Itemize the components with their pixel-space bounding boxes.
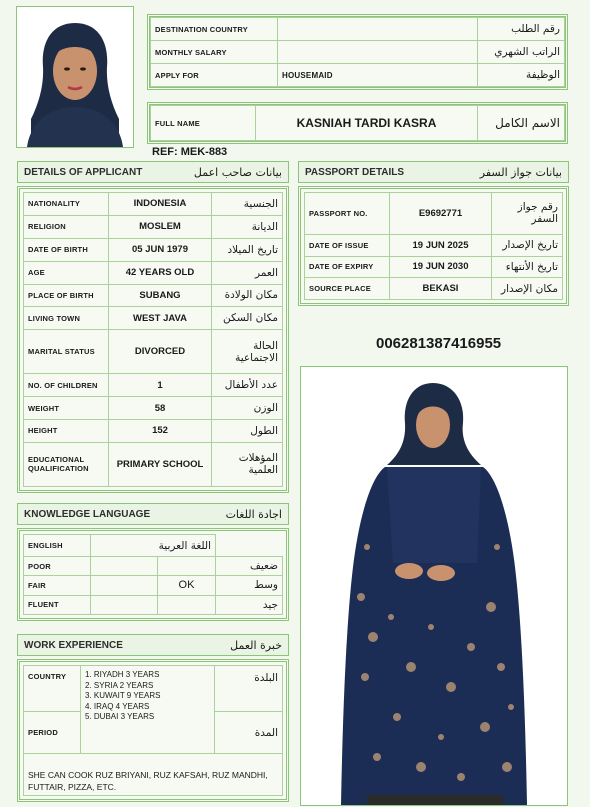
passport-details-table bbox=[298, 186, 569, 306]
applicant-row bbox=[24, 397, 283, 420]
experience-item: 2. SYRIA 2 YEARS bbox=[85, 680, 154, 690]
full-name-box bbox=[147, 102, 568, 144]
applicant-ar: مكان الولادة bbox=[212, 284, 283, 307]
fair-label: FAIR bbox=[24, 576, 91, 595]
english-label: ENGLISH bbox=[24, 535, 91, 557]
passport-label: DATE OF EXPIRY bbox=[305, 256, 390, 278]
applicant-ar: الحالة الاجتماعية bbox=[212, 330, 283, 374]
language-title-ar: اجادة اللغات bbox=[225, 507, 282, 521]
country-label: COUNTRY bbox=[24, 666, 81, 712]
applicant-value: 1 bbox=[109, 374, 212, 397]
phone-number: 006281387416955 bbox=[376, 335, 502, 352]
passport-label: SOURCE PLACE bbox=[305, 278, 390, 300]
applicant-value: MOSLEM bbox=[109, 215, 212, 238]
poor-arabic-value bbox=[158, 557, 216, 576]
experience-item: 4. IRAQ 4 YEARS bbox=[85, 701, 150, 711]
full-name-value: KASNIAH TARDI KASRA bbox=[256, 106, 478, 141]
language-title: KNOWLEDGE LANGUAGE bbox=[24, 508, 151, 520]
applicant-label: HEIGHT bbox=[24, 420, 109, 443]
poor-english-value bbox=[91, 557, 158, 576]
full-name-label: FULL NAME bbox=[151, 106, 256, 141]
experience-title: WORK EXPERIENCE bbox=[24, 639, 123, 651]
period-ar: المدة bbox=[215, 712, 283, 754]
applicant-row bbox=[24, 261, 283, 284]
passport-row bbox=[305, 234, 563, 256]
cooking-note: SHE CAN COOK RUZ BRIYANI, RUZ KAFSAH, RUZ MANDHI, FUTTAIR, PIZZA, ETC. bbox=[24, 754, 283, 796]
applicant-value: 58 bbox=[109, 397, 212, 420]
experience-title-ar: خبرة العمل bbox=[230, 638, 282, 652]
passport-label: DATE OF ISSUE bbox=[305, 234, 390, 256]
apply-for-ar: الوظيفة bbox=[478, 64, 565, 87]
poor-label: POOR bbox=[24, 557, 91, 576]
passport-ar: مكان الإصدار bbox=[492, 278, 563, 300]
application-info-box bbox=[147, 14, 568, 90]
monthly-salary-label: MONTHLY SALARY bbox=[151, 41, 278, 64]
applicant-ar: المؤهلات العلمية bbox=[212, 442, 283, 486]
applicant-row bbox=[24, 215, 283, 238]
applicant-row bbox=[24, 442, 283, 486]
fair-arabic-value: OK bbox=[158, 576, 216, 595]
fair-english-value bbox=[91, 576, 158, 595]
apply-for-label: APPLY FOR bbox=[151, 64, 278, 87]
experience-header bbox=[17, 634, 289, 656]
fluent-ar: جيد bbox=[216, 595, 283, 614]
full-body-photo bbox=[300, 366, 568, 806]
fair-ar: وسط bbox=[216, 576, 283, 595]
applicant-label: NATIONALITY bbox=[24, 193, 109, 216]
experience-item: 1. RIYADH 3 YEARS bbox=[85, 670, 160, 679]
passport-value: 19 JUN 2025 bbox=[390, 234, 492, 256]
passport-label: PASSPORT NO. bbox=[305, 193, 390, 235]
applicant-value: WEST JAVA bbox=[109, 307, 212, 330]
passport-value: BEKASI bbox=[390, 278, 492, 300]
applicant-value: 05 JUN 1979 bbox=[109, 238, 212, 261]
applicant-label: LIVING TOWN bbox=[24, 307, 109, 330]
applicant-label: NO. OF CHILDREN bbox=[24, 374, 109, 397]
fluent-label: FLUENT bbox=[24, 595, 91, 614]
passport-title: PASSPORT DETAILS bbox=[305, 166, 405, 178]
passport-ar: تاريخ الإصدار bbox=[492, 234, 563, 256]
applicant-row bbox=[24, 284, 283, 307]
applicant-row bbox=[24, 307, 283, 330]
applicant-label: DATE OF BIRTH bbox=[24, 238, 109, 261]
passport-value: 19 JUN 2030 bbox=[390, 256, 492, 278]
destination-country-label: DESTINATION COUNTRY bbox=[151, 18, 278, 41]
applicant-value: DIVORCED bbox=[109, 330, 212, 374]
applicant-label: MARITAL STATUS bbox=[24, 330, 109, 374]
destination-country-ar: رقم الطلب bbox=[478, 18, 565, 41]
applicant-row bbox=[24, 238, 283, 261]
applicant-title-ar: بيانات صاحب اعمل bbox=[193, 165, 282, 179]
applicant-ar: الديانة bbox=[212, 215, 283, 238]
applicant-title: DETAILS OF APPLICANT bbox=[24, 166, 143, 178]
applicant-label: PLACE OF BIRTH bbox=[24, 284, 109, 307]
applicant-ar: مكان السكن bbox=[212, 307, 283, 330]
destination-country-value bbox=[278, 18, 478, 41]
applicant-row bbox=[24, 330, 283, 374]
passport-ar: تاريخ الأنتهاء bbox=[492, 256, 563, 278]
reference-code: REF: MEK-883 bbox=[152, 146, 228, 158]
applicant-row bbox=[24, 420, 283, 443]
experience-item: 3. KUWAIT 9 YEARS bbox=[85, 691, 161, 700]
language-table bbox=[17, 528, 289, 621]
passport-row bbox=[305, 256, 563, 278]
passport-title-ar: بيانات جواز السفر bbox=[479, 165, 562, 179]
monthly-salary-ar: الراتب الشهري bbox=[478, 41, 565, 64]
passport-row bbox=[305, 193, 563, 235]
arabic-language-label: اللغة العربية bbox=[91, 535, 216, 557]
applicant-value: 152 bbox=[109, 420, 212, 443]
applicant-details-table bbox=[17, 186, 289, 493]
applicant-ar: عدد الأطفال bbox=[212, 374, 283, 397]
fluent-arabic-value bbox=[158, 595, 216, 614]
full-name-ar: الاسم الكامل bbox=[478, 106, 565, 141]
applicant-ar: الوزن bbox=[212, 397, 283, 420]
poor-ar: ضعيف bbox=[216, 557, 283, 576]
applicant-header bbox=[17, 161, 289, 183]
applicant-ar: العمر bbox=[212, 261, 283, 284]
applicant-label: AGE bbox=[24, 261, 109, 284]
applicant-row bbox=[24, 374, 283, 397]
applicant-value: SUBANG bbox=[109, 284, 212, 307]
applicant-ar: تاريخ الميلاد bbox=[212, 238, 283, 261]
passport-header bbox=[298, 161, 569, 183]
applicant-ar: الطول bbox=[212, 420, 283, 443]
applicant-value: INDONESIA bbox=[109, 193, 212, 216]
passport-ar: رقم جواز السفر bbox=[492, 193, 563, 235]
apply-for-value: HOUSEMAID bbox=[278, 64, 478, 87]
passport-value: E9692771 bbox=[390, 193, 492, 235]
country-ar: البلدة bbox=[215, 666, 283, 712]
applicant-label: EDUCATIONAL QUALIFICATION bbox=[24, 442, 109, 486]
applicant-value: 42 YEARS OLD bbox=[109, 261, 212, 284]
applicant-label: WEIGHT bbox=[24, 397, 109, 420]
experience-item: 5. DUBAI 3 YEARS bbox=[85, 712, 155, 721]
applicant-value: PRIMARY SCHOOL bbox=[109, 442, 212, 486]
applicant-row bbox=[24, 193, 283, 216]
language-header bbox=[17, 503, 289, 525]
passport-row bbox=[305, 278, 563, 300]
experience-list bbox=[81, 666, 215, 754]
period-label: PERIOD bbox=[24, 712, 81, 754]
portrait-photo bbox=[16, 6, 134, 148]
applicant-label: RELIGION bbox=[24, 215, 109, 238]
monthly-salary-value bbox=[278, 41, 478, 64]
applicant-ar: الجنسية bbox=[212, 193, 283, 216]
experience-table bbox=[17, 659, 289, 802]
fluent-english-value bbox=[91, 595, 158, 614]
